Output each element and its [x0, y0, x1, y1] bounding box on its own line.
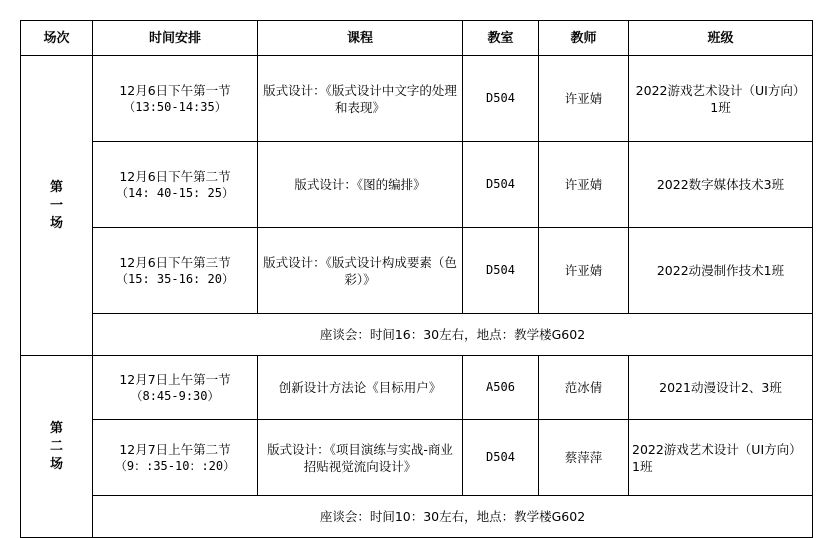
class-cell: 2022数字媒体技术3班: [629, 142, 813, 228]
time-range: （13:50-14:35）: [123, 99, 227, 114]
time-date: 12月6日下午第三节: [119, 254, 231, 270]
seminar-cell: 座谈会：时间16：30左右，地点：教学楼G602: [93, 314, 813, 356]
seminar-cell: 座谈会：时间10：30左右，地点：教学楼G602: [93, 496, 813, 538]
table-row: [21, 420, 813, 496]
time-date: 12月7日上午第二节: [119, 441, 231, 457]
schedule-table-wrapper: [20, 20, 812, 538]
course-cell: 创新设计方法论《目标用户》: [258, 356, 463, 420]
teacher-cell: 蔡萍萍: [539, 420, 629, 496]
room-cell: D504: [463, 420, 539, 496]
session-label-text: 第一场: [49, 179, 63, 231]
seminar-row: [21, 496, 813, 538]
schedule-table: [20, 20, 813, 538]
time-cell: [93, 56, 258, 142]
teacher-cell: 许亚婧: [539, 142, 629, 228]
room-cell: A506: [463, 356, 539, 420]
class-cell: 2021动漫设计2、3班: [629, 356, 813, 420]
time-range: （14: 40-15: 25）: [116, 185, 234, 200]
time-range: （8:45-9:30）: [130, 388, 220, 403]
table-row: [21, 228, 813, 314]
course-cell: 版式设计：《版式设计构成要素（色彩）》: [258, 228, 463, 314]
header-room: 教室: [463, 21, 539, 56]
header-time: 时间安排: [93, 21, 258, 56]
teacher-cell: 许亚婧: [539, 56, 629, 142]
room-cell: D504: [463, 228, 539, 314]
session-label-1: [21, 56, 93, 356]
course-cell: 版式设计：《项目演练与实战-商业招贴视觉流向设计》: [258, 420, 463, 496]
header-row: [21, 21, 813, 56]
time-date: 12月6日下午第二节: [119, 168, 231, 184]
class-cell: 2022游戏艺术设计（UI方向）1班: [629, 420, 813, 496]
header-course: 课程: [258, 21, 463, 56]
table-row: [21, 142, 813, 228]
seminar-row: [21, 314, 813, 356]
time-cell: [93, 228, 258, 314]
room-cell: D504: [463, 56, 539, 142]
time-date: 12月7日上午第一节: [119, 371, 231, 387]
course-cell: 版式设计：《图的编排》: [258, 142, 463, 228]
time-range: （9：:35-10：:20）: [114, 458, 236, 473]
class-cell: 2022动漫制作技术1班: [629, 228, 813, 314]
room-cell: D504: [463, 142, 539, 228]
time-cell: [93, 356, 258, 420]
time-date: 12月6日下午第一节: [119, 82, 231, 98]
header-class: 班级: [629, 21, 813, 56]
header-teacher: 教师: [539, 21, 629, 56]
teacher-cell: 许亚婧: [539, 228, 629, 314]
time-cell: [93, 142, 258, 228]
session-label-text: 第二场: [49, 420, 63, 472]
time-cell: [93, 420, 258, 496]
class-cell: 2022游戏艺术设计（UI方向）1班: [629, 56, 813, 142]
table-row: [21, 356, 813, 420]
teacher-cell: 范冰倩: [539, 356, 629, 420]
table-row: [21, 56, 813, 142]
time-range: （15: 35-16: 20）: [116, 271, 234, 286]
header-session: 场次: [21, 21, 93, 56]
course-cell: 版式设计：《版式设计中文字的处理和表现》: [258, 56, 463, 142]
session-label-2: [21, 356, 93, 538]
